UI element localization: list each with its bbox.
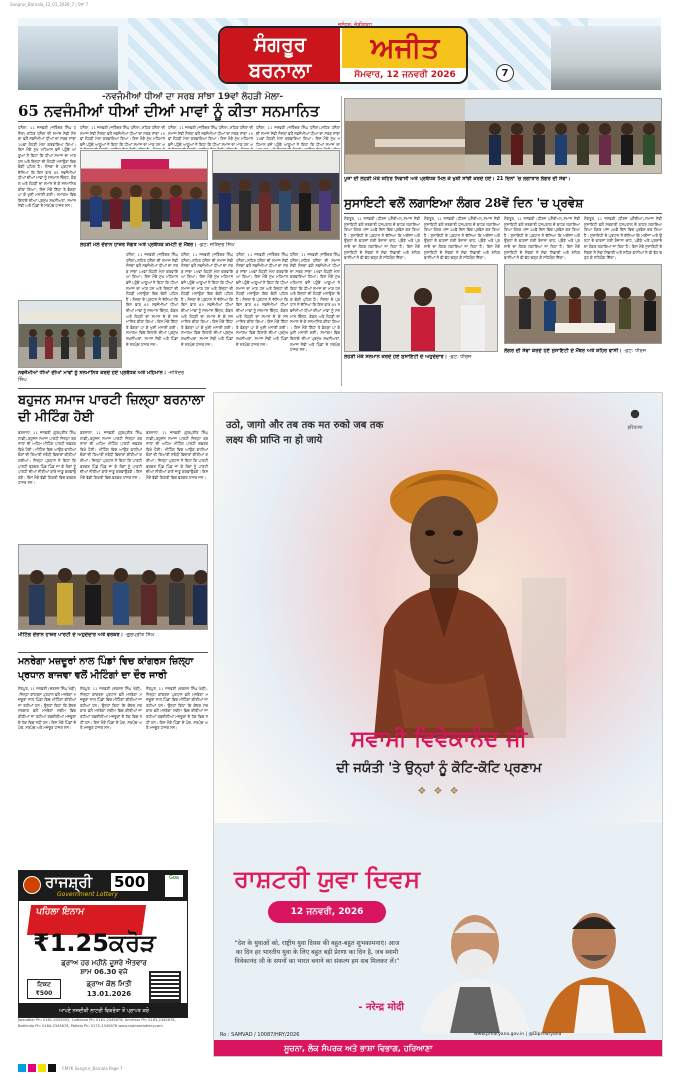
draw-time: ਸ਼ਾਮ 06.30 ਵਜੇ (80, 968, 128, 976)
cake-illustration (505, 265, 662, 344)
qr-code-icon (149, 971, 181, 1003)
lottery-subtitle: Government Lottery (57, 891, 118, 898)
story1-lead-column (18, 125, 76, 300)
emblem-icon (627, 403, 643, 425)
story1-column-8: ਧਨੌਲਾ, 11 ਜਨਵਰੀ (ਜਤਿੰਦਰ ਸਿੰਘ ਧਨੌਲਾ)-ਸ਼ਹਿਰ ਧਨੌਲਾ ਦੀ ਸਮਾਜ ਸੇਵੀ ਸੰਸਥਾ ਵਲੋਂ ਨਵਜੰਮੀਆਂ ਧੀਆਂ ਦਾ ਸਰਬ ਸਾਂਝਾ 19ਵਾਂ ਲੋਹੜੀ ਮੇਲਾ ਕਰਵਾਇਆ ਗਿਆ। ਇਸ ਮੌਕੇ ਮੁੱਖ ਮਹਿਮਾਨ ਵਜੋਂ ਪਹੁੰਚੇ ਆਗੂਆਂ ਨੇ ਕਿਹਾ ਕਿ ਧੀਆਂ ਸਮਾਜ ਦਾ ਮਾਣ ਹਨ ਅਤੇ ਇਨ੍ਹਾਂ ਦੀ ਲੋਹੜੀ ਮਨਾਉਣਾ ਇਕ ਚੰਗੀ ਪਹਿਲ ਹੈ। ਸੰਸਥਾ ਦੇ ਪ੍ਰਧਾਨ ਨੇ ਦੱਸਿਆ ਕਿ ਇਸ ਵਾਰ 65 ਨਵਜੰਮੀਆਂ ਧੀਆਂ ਦੀਆਂ ਮਾਵਾਂ ਨੂੰ ਸਨਮਾਨ ਚਿੰਨ੍ਹ, ਕੰਬਲ ਅਤੇ ਲੋਹੜੀ ਦਾ ਸਮਾਨ ਦੇ ਕੇ ਸਨਮਾਨਿਤ ਕੀਤਾ ਗਿਆ। ਇਸ ਮੌਕੇ ਗਿੱਧਾ ਤੇ ਭੰਗੜਾ ਪਾ ਕੇ ਖੁਸ਼ੀ ਮਨਾਈ ਗਈ। ਸਮਾਗਮ ਵਿਚ ਇਲਾਕੇ ਦੀਆਂ ਪ੍ਰਮੁੱਖ ਸ਼ਖ਼ਸੀਅਤਾਂ, ਸਮਾਜ ਸੇਵੀ ਅਤੇ ਪਿੰਡਾਂ ਦੇ ਸਰਪੰਚ ਹਾਜ਼ਰ ਸਨ। (290, 252, 340, 353)
story1-column-3: ਧਨੌਲਾ, 11 ਜਨਵਰੀ (ਜਤਿੰਦਰ ਸਿੰਘ ਧਨੌਲਾ)-ਸ਼ਹਿਰ ਧਨੌਲਾ ਦੀ ਸਮਾਜ ਸੇਵੀ ਸੰਸਥਾ ਵਲੋਂ ਨਵਜੰਮੀਆਂ ਧੀਆਂ ਦਾ ਸਰਬ ਸਾਂਝਾ 19ਵਾਂ ਲੋਹੜੀ ਮੇਲਾ ਕਰਵਾਇਆ ਗਿਆ। ਇਸ ਮੌਕੇ ਮੁੱਖ ਮਹਿਮਾਨ ਵਜੋਂ ਪਹੁੰਚੇ ਆਗੂਆਂ ਨੇ ਕਿਹਾ ਕਿ ਧੀਆਂ ਸਮਾਜ ਦਾ ਮਾਣ ਹਨ ਅ (168, 125, 253, 147)
story4-column-2: ਸ਼ੇਰਪੁਰ, 11 ਜਨਵਰੀ (ਦਰਸ਼ਨ ਸਿੰਘ ਖੇੜੀ)-ਜ਼ਿਲ੍ਹਾ ਕਾਂਗਰਸ ਪ੍ਰਧਾਨ ਵਲੋਂ ਮਨਰੇਗਾ ਮਜ਼ਦੂਰਾਂ ਨਾਲ ਪਿੰਡਾਂ ਵਿਚ ਮੀਟਿੰਗਾਂ ਕੀਤੀਆਂ ਜਾ ਰਹੀਆਂ ਹਨ। ਉਨ੍ਹਾਂ ਕਿਹਾ ਕਿ ਕੇਂਦਰ ਸਰਕਾਰ ਵਲੋਂ ਮਨਰੇਗਾ ਸਕੀਮ ਵਿਚ ਕੀਤੀਆਂ ਜਾ ਰਹੀਆਂ ਤਬਦੀਲੀਆਂ ਮਜ਼ਦੂਰਾਂ ਦੇ ਹੱਕ ਵਿਚ ਨਹੀਂ ਹਨ। ਇਸ ਮੌਕੇ ਪਿੰਡਾਂ ਦੇ ਪੰਚ, ਸਰਪੰਚ ਅਤੇ ਮਜ਼ਦੂਰ ਹਾਜ਼ਰ ਸਨ। (80, 686, 142, 731)
draw-date-label: ਡ੍ਰਾਅ ਕੋਲ ਮਿਤੀ (86, 980, 132, 988)
caption-text: ਨਵਜੰਮੀਆਂ ਧੀਆਂ ਦੀਆਂ ਮਾਵਾਂ ਨੂੰ ਸਨਮਾਨਿਤ ਕਰਦੇ ਹੋਏ ਪ੍ਰਬੰਧਕ ਅਤੇ ਮਹਿਮਾਨ। (18, 370, 167, 376)
story1-headline: 65 ਨਵਜੰਮੀਆਂ ਧੀਆਂ ਦੀਆਂ ਮਾਵਾਂ ਨੂੰ ਕੀਤਾ ਸਨਮਾਨਿਤ (18, 102, 320, 120)
ad-release-number: Ro : SAMVAD / 10087/HRY/2026 (220, 1032, 300, 1038)
divider (344, 213, 662, 214)
caption-credit: -ਫ਼ੋਟੋ: ਧੀਰਜ (448, 354, 472, 360)
lottery-number: 500 (111, 873, 148, 891)
draw-schedule: ਡ੍ਰਾਅ ਹਰ ਮਹੀਨੇ ਦੂਸਰੇ ਐਤਵਾਰ (61, 959, 147, 967)
ad-department: ਸੂਚਨਾ, ਲੋਕ ਸੰਪਰਕ ਅਤੇ ਭਾਸ਼ਾ ਵਿਭਾਗ, ਹਰਿਆਣਾ (214, 1040, 663, 1057)
story1-column-6: ਧਨੌਲਾ, 11 ਜਨਵਰੀ (ਜਤਿੰਦਰ ਸਿੰਘ ਧਨੌਲਾ)-ਸ਼ਹਿਰ ਧਨੌਲਾ ਦੀ ਸਮਾਜ ਸੇਵੀ ਸੰਸਥਾ ਵਲੋਂ ਨਵਜੰਮੀਆਂ ਧੀਆਂ ਦਾ ਸਰਬ ਸਾਂਝਾ 19ਵਾਂ ਲੋਹੜੀ ਮੇਲਾ ਕਰਵਾਇਆ ਗਿਆ। ਇਸ ਮੌਕੇ ਮੁੱਖ ਮਹਿਮਾਨ ਵਜੋਂ ਪਹੁੰਚੇ ਆਗੂਆਂ ਨੇ ਕਿਹਾ ਕਿ ਧੀਆਂ ਸਮਾਜ ਦਾ ਮਾਣ ਹਨ ਅਤੇ ਇਨ੍ਹਾਂ ਦੀ ਲੋਹੜੀ ਮਨਾਉਣਾ ਇਕ ਚੰਗੀ ਪਹਿਲ ਹੈ। ਸੰਸਥਾ ਦੇ ਪ੍ਰਧਾਨ ਨੇ ਦੱਸਿਆ ਕਿ ਇਸ ਵਾਰ 65 ਨਵਜੰਮੀਆਂ ਧੀਆਂ ਦੀਆਂ ਮਾਵਾਂ ਨੂੰ ਸਨਮਾਨ ਚਿੰਨ੍ਹ, ਕੰਬਲ ਅਤੇ ਲੋਹੜੀ ਦਾ ਸਮਾਨ ਦੇ ਕੇ ਸਨਮਾਨਿਤ ਕੀਤਾ ਗਿਆ। ਇਸ ਮੌਕੇ ਗਿੱਧਾ ਤੇ ਭੰਗੜਾ ਪਾ ਕੇ ਖੁਸ਼ੀ ਮਨਾਈ ਗਈ। ਸਮਾਗਮ ਵਿਚ ਇਲਾਕੇ ਦੀਆਂ ਪ੍ਰਮੁੱਖ ਸ਼ਖ਼ਸੀਅਤਾਂ, ਸਮਾਜ ਸੇਵੀ ਅਤੇ ਪਿੰਡਾਂ ਦੇ ਸਰਪੰਚ ਹਾਜ਼ਰ ਸਨ। (181, 252, 233, 347)
divider (18, 121, 340, 122)
lottery-logo-icon (23, 876, 41, 894)
group-illustration (213, 151, 340, 240)
caption-credit: -ਗੁਰਪ੍ਰੀਤ ਸਿੰਘ (124, 632, 155, 638)
ornament-divider-icon: ❖ ❖ ❖ (417, 786, 461, 797)
story1-photo-1 (80, 150, 208, 240)
story3-column-2: ਬਰਨਾਲਾ, 11 ਜਨਵਰੀ (ਗੁਰਪ੍ਰੀਤ ਸਿੰਘ ਲਾਡੀ)-ਬਹੁਜਨ ਸਮਾਜ ਪਾਰਟੀ ਜ਼ਿਲ੍ਹਾ ਬਰਨਾਲਾ ਦੀ ਅਹਿਮ ਮੀਟਿੰਗ ਪਾਰਟੀ ਦਫ਼ਤਰ ਵਿਖੇ ਹੋਈ। ਮੀਟਿੰਗ ਵਿਚ ਆਉਣ ਵਾਲੀਆਂ ਚੋਣਾਂ ਦੀ ਤਿਆਰੀ ਸਬੰਧੀ ਵਿਚਾਰਾਂ ਕੀਤੀਆਂ ਗਈਆਂ। ਜ਼ਿਲ੍ਹਾ ਪ੍ਰਧਾਨ ਨੇ ਕਿਹਾ ਕਿ ਪਾਰਟੀ ਵਰਕਰ ਪਿੰਡ ਪਿੰਡ ਜਾ ਕੇ ਲੋਕਾਂ ਨੂੰ ਪਾਰਟੀ ਦੀਆਂ ਨੀਤੀਆਂ ਬਾਰੇ ਜਾਣੂ ਕਰਵਾਉਣਗੇ। ਇਸ ਮੌਕੇ ਵੱਡੀ ਗਿਣਤੀ ਵਿਚ ਵਰਕਰ ਹਾਜ਼ਰ ਸਨ। (80, 430, 142, 480)
masthead-photo-left (18, 26, 118, 90)
caption-credit: -ਜਤਿੰਦਰ ਸਿੰਘ (18, 370, 185, 383)
story4-column-1: ਸ਼ੇਰਪੁਰ, 11 ਜਨਵਰੀ (ਦਰਸ਼ਨ ਸਿੰਘ ਖੇੜੀ)-ਜ਼ਿਲ੍ਹਾ ਕਾਂਗਰਸ ਪ੍ਰਧਾਨ ਵਲੋਂ ਮਨਰੇਗਾ ਮਜ਼ਦੂਰਾਂ ਨਾਲ ਪਿੰਡਾਂ ਵਿਚ ਮੀਟਿੰਗਾਂ ਕੀਤੀਆਂ ਜਾ ਰਹੀਆਂ ਹਨ। ਉਨ੍ਹਾਂ ਕਿਹਾ ਕਿ ਕੇਂਦਰ ਸਰਕਾਰ ਵਲੋਂ ਮਨਰੇਗਾ ਸਕੀਮ ਵਿਚ ਕੀਤੀਆਂ ਜਾ ਰਹੀਆਂ ਤਬਦੀਲੀਆਂ ਮਜ਼ਦੂਰਾਂ ਦੇ ਹੱਕ ਵਿਚ ਨਹੀਂ ਹਨ। ਇਸ ਮੌਕੇ ਪਿੰਡਾਂ ਦੇ ਪੰਚ, ਸਰਪੰਚ ਅਤੇ ਮਜ਼ਦੂਰ ਹਾਜ਼ਰ ਸਨ। (18, 686, 76, 731)
color-swatch-yellow (38, 1064, 46, 1072)
draw-date-box (74, 979, 144, 999)
lottery-smallprint: Jalandhar Ph: 0181-5055055, Ludhiana Ph: 0161-2345678, Amritsar Ph: 0183-2345678, Bathinda Ph: 0164-2345678, Patiala Ph: 0175-2345678 www.rajshreelottery.com (18, 1018, 176, 1028)
ad-youth-day-section (214, 823, 663, 1057)
story1-column-5: ਧਨੌਲਾ, 11 ਜਨਵਰੀ (ਜਤਿੰਦਰ ਸਿੰਘ ਧਨੌਲਾ)-ਸ਼ਹਿਰ ਧਨੌਲਾ ਦੀ ਸਮਾਜ ਸੇਵੀ ਸੰਸਥਾ ਵਲੋਂ ਨਵਜੰਮੀਆਂ ਧੀਆਂ ਦਾ ਸਰਬ ਸਾਂਝਾ 19ਵਾਂ ਲੋਹੜੀ ਮੇਲਾ ਕਰਵਾਇਆ ਗਿਆ। ਇਸ ਮੌਕੇ ਮੁੱਖ ਮਹਿਮਾਨ ਵਜੋਂ ਪਹੁੰਚੇ ਆਗੂਆਂ ਨੇ ਕਿਹਾ ਕਿ ਧੀਆਂ ਸਮਾਜ ਦਾ ਮਾਣ ਹਨ ਅਤੇ ਇਨ੍ਹਾਂ ਦੀ ਲੋਹੜੀ ਮਨਾਉਣਾ ਇਕ ਚੰਗੀ ਪਹਿਲ ਹੈ। ਸੰਸਥਾ ਦੇ ਪ੍ਰਧਾਨ ਨੇ ਦੱਸਿਆ ਕਿ ਇਸ ਵਾਰ 65 ਨਵਜੰਮੀਆਂ ਧੀਆਂ ਦੀਆਂ ਮਾਵਾਂ ਨੂੰ ਸਨਮਾਨ ਚਿੰਨ੍ਹ, ਕੰਬਲ ਅਤੇ ਲੋਹੜੀ ਦਾ ਸਮਾਨ ਦੇ ਕੇ ਸਨਮਾਨਿਤ ਕੀਤਾ ਗਿਆ। ਇਸ ਮੌਕੇ ਗਿੱਧਾ ਤੇ ਭੰਗੜਾ ਪਾ ਕੇ ਖੁਸ਼ੀ ਮਨਾਈ ਗਈ। ਸਮਾਗਮ ਵਿਚ ਇਲਾਕੇ ਦੀਆਂ ਪ੍ਰਮੁੱਖ ਸ਼ਖ਼ਸੀਅਤਾਂ, ਸਮਾਜ ਸੇਵੀ ਅਤੇ ਪਿੰਡਾਂ ਦੇ ਸਰਪੰਚ ਹਾਜ਼ਰ ਸਨ। (126, 252, 178, 347)
honor-illustration (345, 265, 498, 352)
print-slug: Sangrur_Barnala_12_01_2026_7 | ਪੰਨਾ 7 (10, 2, 89, 7)
story1-column-4: ਧਨੌਲਾ, 11 ਜਨਵਰੀ (ਜਤਿੰਦਰ ਸਿੰਘ ਧਨੌਲਾ)-ਸ਼ਹਿਰ ਧਨੌਲਾ ਦੀ ਸਮਾਜ ਸੇਵੀ ਸੰਸਥਾ ਵਲੋਂ ਨਵਜੰਮੀਆਂ ਧੀਆਂ ਦਾ ਸਰਬ ਸਾਂਝਾ 19ਵਾਂ ਲੋਹੜੀ ਮੇਲਾ ਕਰਵਾਇਆ ਗਿਆ। ਇਸ ਮੌਕੇ ਮੁੱਖ ਮਹਿਮਾਨ ਵਜੋਂ ਪਹੁੰਚੇ ਆਗੂਆਂ ਨੇ ਕਿਹਾ ਕਿ ਧੀਆਂ ਸਮਾਜ ਦਾ (256, 125, 340, 147)
color-swatch-cyan (18, 1064, 26, 1072)
masthead-title-box (218, 26, 468, 84)
story2-photo-a-caption (344, 354, 498, 374)
story4-column-3: ਸ਼ੇਰਪੁਰ, 11 ਜਨਵਰੀ (ਦਰਸ਼ਨ ਸਿੰਘ ਖੇੜੀ)-ਜ਼ਿਲ੍ਹਾ ਕਾਂਗਰਸ ਪ੍ਰਧਾਨ ਵਲੋਂ ਮਨਰੇਗਾ ਮਜ਼ਦੂਰਾਂ ਨਾਲ ਪਿੰਡਾਂ ਵਿਚ ਮੀਟਿੰਗਾਂ ਕੀਤੀਆਂ ਜਾ ਰਹੀਆਂ ਹਨ। ਉਨ੍ਹਾਂ ਕਿਹਾ ਕਿ ਕੇਂਦਰ ਸਰਕਾਰ ਵਲੋਂ ਮਨਰੇਗਾ ਸਕੀਮ ਵਿਚ ਕੀਤੀਆਂ ਜਾ ਰਹੀਆਂ ਤਬਦੀਲੀਆਂ ਮਜ਼ਦੂਰਾਂ ਦੇ ਹੱਕ ਵਿਚ ਨਹੀਂ ਹਨ। ਇਸ ਮੌਕੇ ਪਿੰਡਾਂ ਦੇ ਪੰਚ, ਸਰਪੰਚ ਅਤੇ ਮਜ਼ਦੂਰ ਹਾਜ਼ਰ ਸਨ। (146, 686, 208, 731)
vivekananda-portrait (334, 438, 574, 738)
youth-day-title: ਰਾਸ਼ਟਰੀ ਯੁਵਾ ਦਿਵਸ (234, 865, 421, 893)
story1-column-7: ਧਨੌਲਾ, 11 ਜਨਵਰੀ (ਜਤਿੰਦਰ ਸਿੰਘ ਧਨੌਲਾ)-ਸ਼ਹਿਰ ਧਨੌਲਾ ਦੀ ਸਮਾਜ ਸੇਵੀ ਸੰਸਥਾ ਵਲੋਂ ਨਵਜੰਮੀਆਂ ਧੀਆਂ ਦਾ ਸਰਬ ਸਾਂਝਾ 19ਵਾਂ ਲੋਹੜੀ ਮੇਲਾ ਕਰਵਾਇਆ ਗਿਆ। ਇਸ ਮੌਕੇ ਮੁੱਖ ਮਹਿਮਾਨ ਵਜੋਂ ਪਹੁੰਚੇ ਆਗੂਆਂ ਨੇ ਕਿਹਾ ਕਿ ਧੀਆਂ ਸਮਾਜ ਦਾ ਮਾਣ ਹਨ ਅਤੇ ਇਨ੍ਹਾਂ ਦੀ ਲੋਹੜੀ ਮਨਾਉਣਾ ਇਕ ਚੰਗੀ ਪਹਿਲ ਹੈ। ਸੰਸਥਾ ਦੇ ਪ੍ਰਧਾਨ ਨੇ ਦੱਸਿਆ ਕਿ ਇਸ ਵਾਰ 65 ਨਵਜੰਮੀਆਂ ਧੀਆਂ ਦੀਆਂ ਮਾਵਾਂ ਨੂੰ ਸਨਮਾਨ ਚਿੰਨ੍ਹ, ਕੰਬਲ ਅਤੇ ਲੋਹੜੀ ਦਾ ਸਮਾਨ ਦੇ ਕੇ ਸਨਮਾਨਿਤ ਕੀਤਾ ਗਿਆ। ਇਸ ਮੌਕੇ ਗਿੱਧਾ ਤੇ ਭੰਗੜਾ ਪਾ ਕੇ ਖੁਸ਼ੀ ਮਨਾਈ ਗਈ। ਸਮਾਗਮ ਵਿਚ ਇਲਾਕੇ ਦੀਆਂ ਪ੍ਰਮੁੱਖ ਸ਼ਖ਼ਸੀਅਤਾਂ, ਸਮਾਜ ਸੇਵੀ ਅਤੇ ਪਿੰਡਾਂ ਦੇ ਸਰਪੰਚ ਹਾਜ਼ਰ ਸਨ। (236, 252, 288, 347)
print-footer: CMYK Sangrur_Barnala Page 7 (62, 1066, 123, 1071)
leader-photo-2 (534, 883, 654, 1033)
caption-text: ਲੰਗਰ ਦੀ ਸੇਵਾ ਕਰਦੇ ਹੋਏ ਸੁਸਾਇਟੀ ਦੇ ਮੈਂਬਰ ਅਤੇ ਸ਼ਹਿਰ ਵਾਸੀ। (504, 348, 622, 354)
story3-photo-caption (18, 632, 208, 648)
lottery-state: Goa (165, 875, 183, 897)
column-divider (341, 96, 342, 386)
meeting-illustration (19, 545, 208, 630)
ticket-price-box (27, 979, 61, 999)
story4-headline: ਮਨਰੇਗਾ ਮਜ਼ਦੂਰਾਂ ਨਾਲ ਪਿੰਡਾਂ ਵਿਚ ਕਾਂਗਰਸ ਜ਼ਿਲ੍ਹਾ ਪ੍ਰਧਾਨ ਬਾਜਵਾ ਵਲੋਂ ਮੀਟਿੰਗਾਂ ਦਾ ਦੌਰ ਜਾਰੀ (18, 656, 194, 681)
story1-column-2: ਧਨੌਲਾ, 11 ਜਨਵਰੀ (ਜਤਿੰਦਰ ਸਿੰਘ ਧਨੌਲਾ)-ਸ਼ਹਿਰ ਧਨੌਲਾ ਦੀ ਸਮਾਜ ਸੇਵੀ ਸੰਸਥਾ ਵਲੋਂ ਨਵਜੰਮੀਆਂ ਧੀਆਂ ਦਾ ਸਰਬ ਸਾਂਝਾ 19ਵਾਂ ਲੋਹੜੀ ਮੇਲਾ ਕਰਵਾਇਆ ਗਿਆ। ਇਸ ਮੌਕੇ ਮੁੱਖ ਮਹਿਮਾਨ ਵਜੋਂ ਪਹੁੰਚੇ ਆਗੂਆਂ ਨੇ ਕਿਹਾ ਕਿ ਧੀਆਂ ਸਮਾਜ ਦਾ ਮਾਣ ਹਨ ਅ (80, 125, 165, 147)
ad-tribute: ਦੀ ਜਯੰਤੀ 'ਤੇ ਉਨ੍ਹਾਂ ਨੂੰ ਕੋਟਿ-ਕੋਟਿ ਪ੍ਰਣਾਮ (336, 761, 542, 776)
caption-credit: -ਫ਼ੋਟੋ: ਧੀਰਜ (623, 348, 646, 354)
color-swatch-magenta (28, 1064, 36, 1072)
story2-photo-b-caption (504, 348, 662, 374)
caption-text: ਲੋਹੜੀ ਮੌਕੇ ਸਨਮਾਨ ਕਰਦੇ ਹੋਏ ਸੁਸਾਇਟੀ ਦੇ ਅਹੁਦੇਦਾਰ। (344, 354, 447, 360)
story2-photo-a (344, 264, 498, 352)
lottery-footer: ਆਪਣੇ ਨਜ਼ਦੀਕੀ ਲਾਟਰੀ ਵਿਕਰੇਤਾ ਤੋਂ ਪ੍ਰਾਪਤ ਕਰੋ (19, 1003, 188, 1018)
story1-column-1: ਧਨੌਲਾ, 11 ਜਨਵਰੀ (ਜਤਿੰਦਰ ਸਿੰਘ ਧਨੌਲਾ)-ਸ਼ਹਿਰ ਧਨੌਲਾ ਦੀ ਸਮਾਜ ਸੇਵੀ ਸੰਸਥਾ ਵਲੋਂ ਨਵਜੰਮੀਆਂ ਧੀਆਂ ਦਾ ਸਰਬ ਸਾਂਝਾ 19ਵਾਂ ਲੋਹੜੀ ਮੇਲਾ ਕਰਵਾਇਆ ਗਿਆ। ਇਸ ਮੌਕੇ ਮੁੱਖ ਮਹਿਮਾਨ ਵਜੋਂ ਪਹੁੰਚੇ ਆਗੂਆਂ ਨੇ ਕਿਹਾ ਕਿ ਧੀਆਂ ਸਮਾਜ ਦਾ ਮਾਣ ਹਨ ਅਤੇ ਇਨ੍ਹਾਂ ਦੀ ਲੋਹੜੀ ਮਨਾਉਣਾ ਇਕ ਚੰਗੀ ਪਹਿਲ ਹੈ। ਸੰਸਥਾ ਦੇ ਪ੍ਰਧਾਨ ਨੇ ਦੱਸਿਆ ਕਿ ਇਸ ਵਾਰ 65 ਨਵਜੰਮੀਆਂ ਧੀਆਂ ਦੀਆਂ ਮਾਵਾਂ ਨੂੰ ਸਨਮਾਨ ਚਿੰਨ੍ਹ, ਕੰਬਲ ਅਤੇ ਲੋਹੜੀ ਦਾ ਸਮਾਨ ਦੇ ਕੇ ਸਨਮਾਨਿਤ ਕੀਤਾ ਗਿਆ। ਇਸ ਮੌਕੇ ਗਿੱਧਾ ਤੇ ਭੰਗੜਾ ਪਾ ਕੇ ਖੁਸ਼ੀ ਮਨਾਈ ਗਈ। ਸਮਾਗਮ ਵਿਚ ਇਲਾਕੇ ਦੀਆਂ ਪ੍ਰਮੁੱਖ ਸ਼ਖ਼ਸੀਅਤਾਂ, ਸਮਾਜ ਸੇਵੀ ਅਤੇ ਪਿੰਡਾਂ ਦੇ ਸਰਪੰਚ ਹਾਜ਼ਰ ਸਨ। (18, 125, 76, 209)
story3-photo (18, 544, 208, 630)
story2-column-1: ਸੰਗਰੂਰ, 11 ਜਨਵਰੀ (ਧੀਰਜ ਪਸ਼ੌਰੀਆ)-ਸਮਾਜ ਸੇਵੀ ਸੁਸਾਇਟੀ ਵਲੋਂ ਸਰਕਾਰੀ ਹਸਪਤਾਲ ਦੇ ਬਾਹਰ ਲਗਾਇਆ ਗਿਆ ਲੰਗਰ ਅੱਜ 28ਵੇਂ ਦਿਨ ਵਿਚ ਪ੍ਰਵੇਸ਼ ਕਰ ਗਿਆ ਹੈ। ਸੁਸਾਇਟੀ ਦੇ ਪ੍ਰਧਾਨ ਨੇ ਦੱਸਿਆ ਕਿ ਮਰੀਜ਼ਾਂ ਅਤੇ ਉਨ੍ਹਾਂ ਦੇ ਵਾਰਸਾਂ ਲਈ ਰੋਜ਼ਾਨਾ ਚਾਹ, ਪਕੌੜੇ ਅਤੇ ਪ੍ਰਸ਼ਾਦੇ ਦਾ ਲੰਗਰ ਲਗਾਇਆ ਜਾ ਰਿਹਾ ਹੈ। ਇਸ ਮੌਕੇ ਸੁਸਾਇਟੀ ਦੇ ਮੈਂਬਰਾਂ ਨੇ ਸੇਵਾ ਨਿਭਾਈ ਅਤੇ ਸ਼ਹਿਰ ਵਾਸੀਆਂ ਨੇ ਵੀ ਵੱਧ ਚੜ੍ਹ ਕੇ ਸਹਿਯੋਗ ਦਿੱਤਾ। (344, 216, 420, 260)
emblem-label: हरियाणा (627, 425, 643, 431)
government-advertisement (213, 392, 663, 1057)
story1-kicker: -ਨਵਜੰਮੀਆਂ ਧੀਆਂ ਦਾ ਸਰਬ ਸਾਂਝਾ 19ਵਾਂ ਲੋਹੜੀ ਮੇਲਾ- (102, 92, 284, 102)
pm-name: - नरेन्द्र मोदी (358, 1002, 404, 1013)
pm-quote: “देश के युवाओं को, राष्ट्रीय युवा दिवस की बहुत-बहुत शुभकामनाएं। आज का दिन हर भारतीय युवा के लिए बहुत बड़ी प्रेरणा का दिन है, जब स्वामी विवेकानंद जी के सपनों का भारत बनाने का संकल्प हम सब मिलकर लें।” (234, 940, 400, 965)
haryana-emblem (622, 403, 648, 443)
page-number: 7 (496, 64, 514, 82)
story2-column-2: ਸੰਗਰੂਰ, 11 ਜਨਵਰੀ (ਧੀਰਜ ਪਸ਼ੌਰੀਆ)-ਸਮਾਜ ਸੇਵੀ ਸੁਸਾਇਟੀ ਵਲੋਂ ਸਰਕਾਰੀ ਹਸਪਤਾਲ ਦੇ ਬਾਹਰ ਲਗਾਇਆ ਗਿਆ ਲੰਗਰ ਅੱਜ 28ਵੇਂ ਦਿਨ ਵਿਚ ਪ੍ਰਵੇਸ਼ ਕਰ ਗਿਆ ਹੈ। ਸੁਸਾਇਟੀ ਦੇ ਪ੍ਰਧਾਨ ਨੇ ਦੱਸਿਆ ਕਿ ਮਰੀਜ਼ਾਂ ਅਤੇ ਉਨ੍ਹਾਂ ਦੇ ਵਾਰਸਾਂ ਲਈ ਰੋਜ਼ਾਨਾ ਚਾਹ, ਪਕੌੜੇ ਅਤੇ ਪ੍ਰਸ਼ਾਦੇ ਦਾ ਲੰਗਰ ਲਗਾਇਆ ਜਾ ਰਿਹਾ ਹੈ। ਇਸ ਮੌਕੇ ਸੁਸਾਇਟੀ ਦੇ ਮੈਂਬਰਾਂ ਨੇ ਸੇਵਾ ਨਿਭਾਈ ਅਤੇ ਸ਼ਹਿਰ ਵਾਸੀਆਂ ਨੇ ਵੀ ਵੱਧ ਚੜ੍ਹ ਕੇ ਸਹਿਯੋਗ ਦਿੱਤਾ। (424, 216, 500, 260)
youth-day-date: 12 ਜਨਵਰੀ, 2026 (268, 901, 386, 923)
ad-quote: उठो, जागो और तब तक मत रुको जब तक लक्ष्य की प्राप्ति ना हो जाये (226, 420, 384, 446)
ad-social-links: www.prharyana.gov.in | @DiprHaryana (474, 1032, 562, 1037)
color-swatch-black (48, 1064, 56, 1072)
story1-photo-2 (212, 150, 340, 240)
story1-photo-3 (18, 300, 122, 368)
issue-date: ਸੋਮਵਾਰ, 12 ਜਨਵਰੀ 2026 (354, 70, 456, 80)
ad-name: ਸਵਾਮੀ ਵਿਵੇਕਾਨੰਦ ਜੀ (350, 727, 528, 752)
story1-photo-caption (80, 242, 340, 250)
lottery-brand: ਰਾਜਸ਼੍ਰੀ (45, 873, 93, 891)
masthead-photo-right (551, 26, 661, 90)
leader-photo-1 (410, 883, 540, 1033)
masthead (18, 18, 661, 90)
lottery-header (19, 871, 187, 901)
city-title: ਸੰਗਰੂਰ ਬਰਨਾਲਾ (220, 28, 340, 84)
gathering-illustration (19, 301, 122, 368)
caption-credit: -ਫ਼ੋਟੋ: ਜਤਿੰਦਰ ਸਿੰਘ (198, 242, 235, 248)
story2-photo-caption: ਪੂਜਾ ਦੀ ਲੋਹੜੀ ਮੌਕੇ ਸ਼ਹਿਰ ਨਿਵਾਸੀ ਅਤੇ ਪ੍ਰਬੰਧਕ ਮਿਲ ਕੇ ਖੁਸ਼ੀ ਸਾਂਝੀ ਕਰਦੇ ਹੋਏ। 21 ਦਿਨਾਂ 'ਚ ਲਗਾਤਾਰ ਲੰਗਰ ਦੀ ਸੇਵਾ। (344, 176, 571, 182)
story2-column-3: ਸੰਗਰੂਰ, 11 ਜਨਵਰੀ (ਧੀਰਜ ਪਸ਼ੌਰੀਆ)-ਸਮਾਜ ਸੇਵੀ ਸੁਸਾਇਟੀ ਵਲੋਂ ਸਰਕਾਰੀ ਹਸਪਤਾਲ ਦੇ ਬਾਹਰ ਲਗਾਇਆ ਗਿਆ ਲੰਗਰ ਅੱਜ 28ਵੇਂ ਦਿਨ ਵਿਚ ਪ੍ਰਵੇਸ਼ ਕਰ ਗਿਆ ਹੈ। ਸੁਸਾਇਟੀ ਦੇ ਪ੍ਰਧਾਨ ਨੇ ਦੱਸਿਆ ਕਿ ਮਰੀਜ਼ਾਂ ਅਤੇ ਉਨ੍ਹਾਂ ਦੇ ਵਾਰਸਾਂ ਲਈ ਰੋਜ਼ਾਨਾ ਚਾਹ, ਪਕੌੜੇ ਅਤੇ ਪ੍ਰਸ਼ਾਦੇ ਦਾ ਲੰਗਰ ਲਗਾਇਆ ਜਾ ਰਿਹਾ ਹੈ। ਇਸ ਮੌਕੇ ਸੁਸਾਇਟੀ ਦੇ ਮੈਂਬਰਾਂ ਨੇ ਸੇਵਾ ਨਿਭਾਈ ਅਤੇ ਸ਼ਹਿਰ ਵਾਸੀਆਂ ਨੇ ਵੀ ਵੱਧ ਚੜ੍ਹ ਕੇ ਸਹਿਯੋਗ ਦਿੱਤਾ। (504, 216, 580, 260)
draw-date: 13.01.2026 (86, 990, 132, 998)
divider (18, 388, 206, 389)
caption-text: ਲੋਹੜੀ ਮੇਲੇ ਦੌਰਾਨ ਹਾਜ਼ਰ ਸੰਗਤ ਅਤੇ ਪ੍ਰਬੰਧਕ ਕਮੇਟੀ ਦੇ ਮੈਂਬਰ। (80, 242, 197, 248)
story3-column-1: ਬਰਨਾਲਾ, 11 ਜਨਵਰੀ (ਗੁਰਪ੍ਰੀਤ ਸਿੰਘ ਲਾਡੀ)-ਬਹੁਜਨ ਸਮਾਜ ਪਾਰਟੀ ਜ਼ਿਲ੍ਹਾ ਬਰਨਾਲਾ ਦੀ ਅਹਿਮ ਮੀਟਿੰਗ ਪਾਰਟੀ ਦਫ਼ਤਰ ਵਿਖੇ ਹੋਈ। ਮੀਟਿੰਗ ਵਿਚ ਆਉਣ ਵਾਲੀਆਂ ਚੋਣਾਂ ਦੀ ਤਿਆਰੀ ਸਬੰਧੀ ਵਿਚਾਰਾਂ ਕੀਤੀਆਂ ਗਈਆਂ। ਜ਼ਿਲ੍ਹਾ ਪ੍ਰਧਾਨ ਨੇ ਕਿਹਾ ਕਿ ਪਾਰਟੀ ਵਰਕਰ ਪਿੰਡ ਪਿੰਡ ਜਾ ਕੇ ਲੋਕਾਂ ਨੂੰ ਪਾਰਟੀ ਦੀਆਂ ਨੀਤੀਆਂ ਬਾਰੇ ਜਾਣੂ ਕਰਵਾਉਣਗੇ। ਇਸ ਮੌਕੇ ਵੱਡੀ ਗਿਣਤੀ ਵਿਚ ਵਰਕਰ ਹਾਜ਼ਰ ਸਨ। (18, 430, 76, 486)
caption-text: ਮੀਟਿੰਗ ਦੌਰਾਨ ਹਾਜ਼ਰ ਪਾਰਟੀ ਦੇ ਅਹੁਦੇਦਾਰ ਅਤੇ ਵਰਕਰ। (18, 632, 124, 638)
edition-note: ਜਲੰਧਰ, ਚੰਡੀਗੜ੍ਹ (338, 22, 373, 28)
story1-photo3-caption (18, 370, 188, 386)
story3-column-3: ਬਰਨਾਲਾ, 11 ਜਨਵਰੀ (ਗੁਰਪ੍ਰੀਤ ਸਿੰਘ ਲਾਡੀ)-ਬਹੁਜਨ ਸਮਾਜ ਪਾਰਟੀ ਜ਼ਿਲ੍ਹਾ ਬਰਨਾਲਾ ਦੀ ਅਹਿਮ ਮੀਟਿੰਗ ਪਾਰਟੀ ਦਫ਼ਤਰ ਵਿਖੇ ਹੋਈ। ਮੀਟਿੰਗ ਵਿਚ ਆਉਣ ਵਾਲੀਆਂ ਚੋਣਾਂ ਦੀ ਤਿਆਰੀ ਸਬੰਧੀ ਵਿਚਾਰਾਂ ਕੀਤੀਆਂ ਗਈਆਂ। ਜ਼ਿਲ੍ਹਾ ਪ੍ਰਧਾਨ ਨੇ ਕਿਹਾ ਕਿ ਪਾਰਟੀ ਵਰਕਰ ਪਿੰਡ ਪਿੰਡ ਜਾ ਕੇ ਲੋਕਾਂ ਨੂੰ ਪਾਰਟੀ ਦੀਆਂ ਨੀਤੀਆਂ ਬਾਰੇ ਜਾਣੂ ਕਰਵਾਉਣਗੇ। ਇਸ ਮੌਕੇ ਵੱਡੀ ਗਿਣਤੀ ਵਿਚ ਵਰਕਰ ਹਾਜ਼ਰ ਸਨ। (146, 430, 208, 480)
prize-label: ਪਹਿਲਾ ਇਨਾਮ (35, 907, 85, 917)
lottery-ad (18, 870, 188, 1018)
prize-amount: ₹1.25ਕਰੋੜ (33, 929, 156, 957)
story2-photo-b (504, 264, 662, 344)
story2-headline: ਸੁਸਾਇਟੀ ਵਲੋਂ ਲਗਾਇਆ ਲੰਗਰ 28ਵੇਂ ਦਿਨ 'ਚ ਪ੍ਰਵੇਸ਼ (344, 196, 584, 210)
divider (18, 652, 208, 653)
story2-column-4: ਸੰਗਰੂਰ, 11 ਜਨਵਰੀ (ਧੀਰਜ ਪਸ਼ੌਰੀਆ)-ਸਮਾਜ ਸੇਵੀ ਸੁਸਾਇਟੀ ਵਲੋਂ ਸਰਕਾਰੀ ਹਸਪਤਾਲ ਦੇ ਬਾਹਰ ਲਗਾਇਆ ਗਿਆ ਲੰਗਰ ਅੱਜ 28ਵੇਂ ਦਿਨ ਵਿਚ ਪ੍ਰਵੇਸ਼ ਕਰ ਗਿਆ ਹੈ। ਸੁਸਾਇਟੀ ਦੇ ਪ੍ਰਧਾਨ ਨੇ ਦੱਸਿਆ ਕਿ ਮਰੀਜ਼ਾਂ ਅਤੇ ਉਨ੍ਹਾਂ ਦੇ ਵਾਰਸਾਂ ਲਈ ਰੋਜ਼ਾਨਾ ਚਾਹ, ਪਕੌੜੇ ਅਤੇ ਪ੍ਰਸ਼ਾਦੇ ਦਾ ਲੰਗਰ ਲਗਾਇਆ ਜਾ ਰਿਹਾ ਹੈ। ਇਸ ਮੌਕੇ ਸੁਸਾਇਟੀ ਦੇ ਮੈਂਬਰਾਂ ਨੇ ਸੇਵਾ ਨਿਭਾਈ ਅਤੇ ਸ਼ਹਿਰ ਵਾਸੀਆਂ ਨੇ ਵੀ ਵੱਧ ਚੜ੍ਹ ਕੇ ਸਹਿਯੋਗ ਦਿੱਤਾ। (584, 216, 662, 260)
crowd-illustration (81, 151, 208, 240)
ticket-price: ₹500 (35, 990, 53, 997)
story2-photo-main (344, 98, 662, 174)
story3-headline: ਬਹੁਜਨ ਸਮਾਜ ਪਾਰਟੀ ਜ਼ਿਲ੍ਹਾ ਬਰਨਾਲਾ ਦੀ ਮੀਟਿੰਗ ਹੋਈ (18, 393, 205, 425)
paper-name: ਅਜੀਤ (342, 28, 468, 68)
ticket-label: ਟਿਕਟ (37, 981, 51, 988)
langar-illustration (345, 99, 662, 174)
